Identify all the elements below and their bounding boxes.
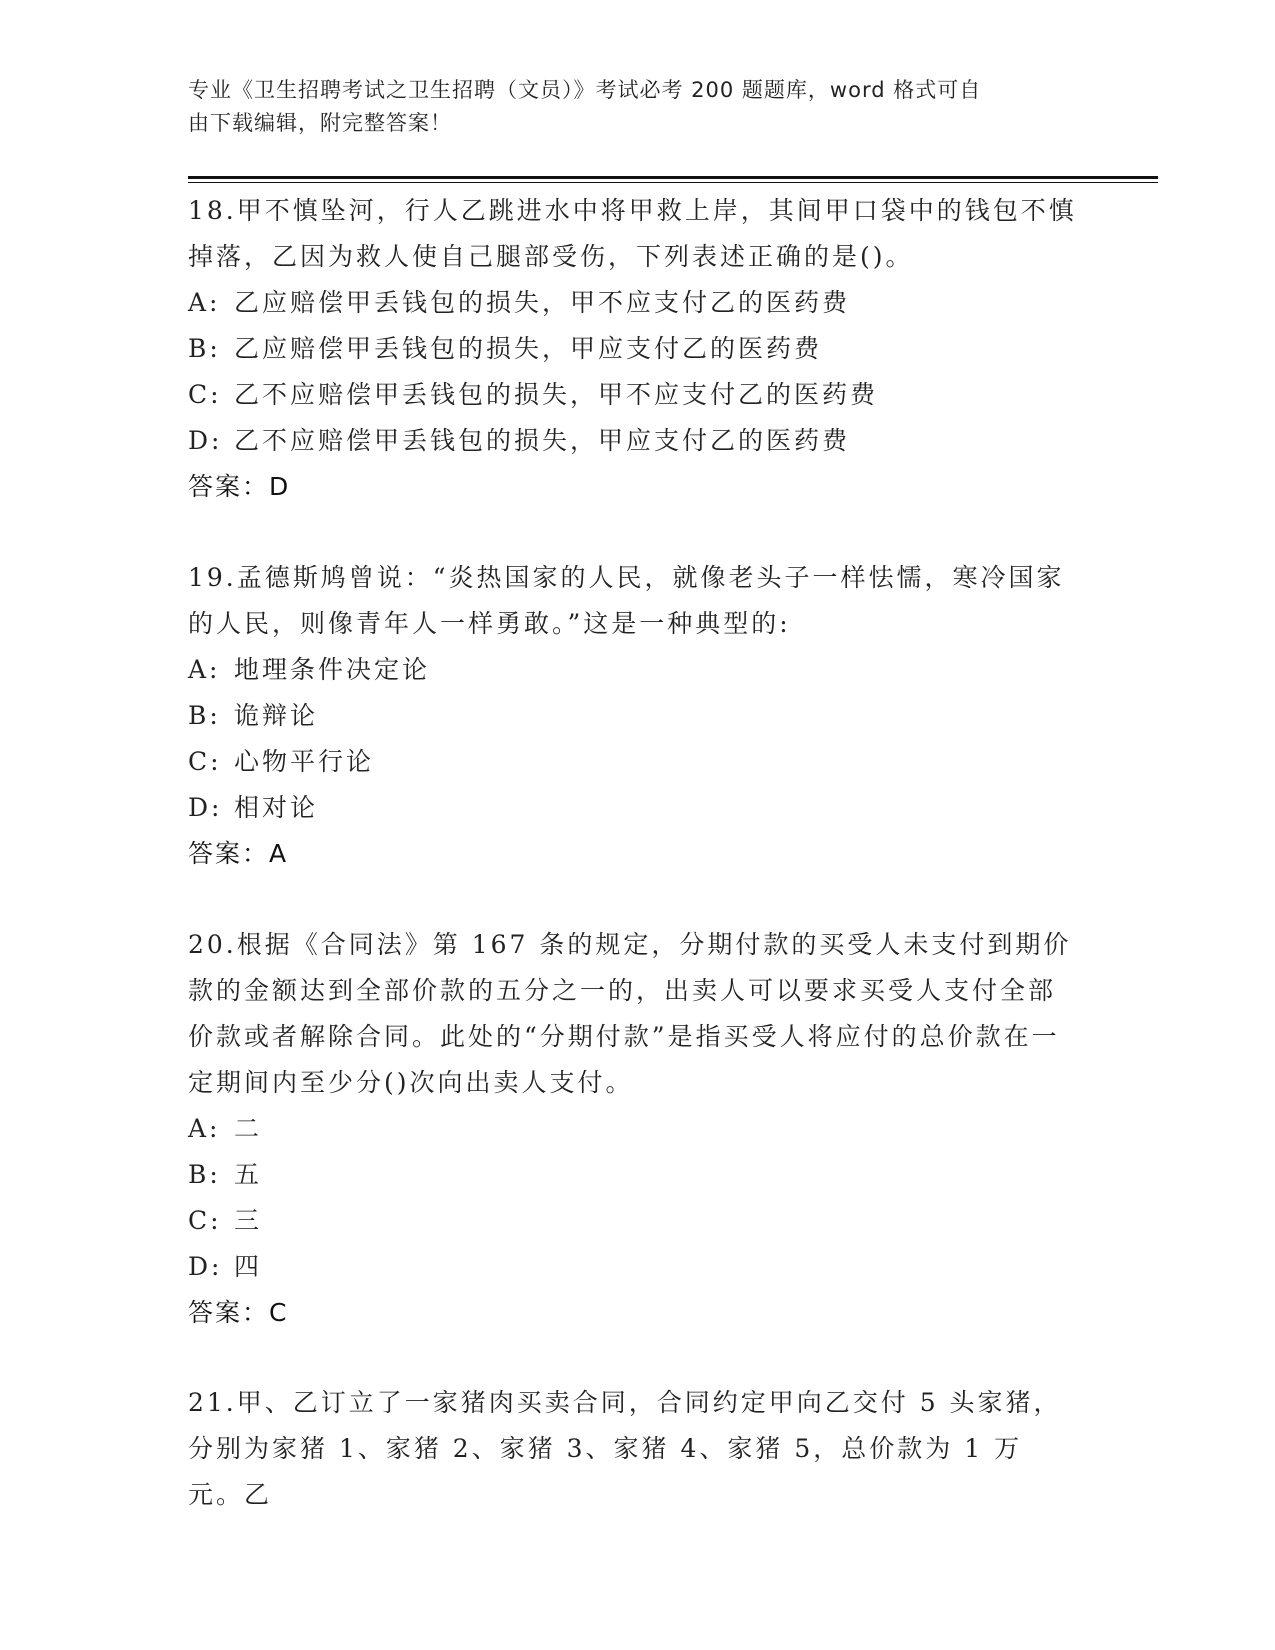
header-divider-thick [188, 176, 1158, 179]
option-d [188, 785, 1078, 831]
option-key: A: [188, 655, 221, 684]
option-text: 诡辩论 [234, 701, 319, 730]
question-20 [188, 922, 1078, 1336]
option-text: 五 [234, 1160, 263, 1189]
option-text: 乙应赔偿甲丢钱包的损失，甲应支付乙的医药费 [234, 334, 823, 363]
header-line-2: 由下载编辑，附完整答案！ [188, 111, 452, 135]
answer-line: 答案：C [188, 1298, 289, 1327]
document-header [188, 74, 1068, 140]
option-key: C: [188, 1206, 222, 1235]
option-text: 四 [234, 1252, 263, 1281]
option-a [188, 647, 1078, 693]
option-key: C: [188, 747, 222, 776]
option-c [188, 1198, 1078, 1244]
option-b [188, 1152, 1078, 1198]
option-text: 相对论 [234, 793, 319, 822]
option-text: 二 [234, 1114, 263, 1143]
option-a [188, 1106, 1078, 1152]
question-stem: 20.根据《合同法》第 167 条的规定，分期付款的买受人未支付到期价款的金额达到全部价款的五分之一的，出卖人可以要求买受人支付全部价款或者解除合同。此处的“分期付款”是指买受人将应付的总价款在一定期间内至少分()次向出卖人支付。 [188, 930, 1072, 1097]
question-stem: 21.甲、乙订立了一家猪肉买卖合同，合同约定甲向乙交付 5 头家猪，分别为家猪 1、家猪 2、家猪 3、家猪 4、家猪 5，总价款为 1 万元。乙 [188, 1388, 1062, 1509]
option-c [188, 372, 1078, 418]
question-stem: 19.孟德斯鸠曾说：“炎热国家的人民，就像老头子一样怯懦，寒冷国家的人民，则像青年人一样勇敢。”这是一种典型的: [188, 563, 1065, 638]
option-text: 三 [234, 1206, 263, 1235]
question-stem: 18.甲不慎坠河，行人乙跳进水中将甲救上岸，其间甲口袋中的钱包不慎掉落，乙因为救人使自己腿部受伤，下列表述正确的是()。 [188, 196, 1077, 271]
option-text: 乙不应赔偿甲丢钱包的损失，甲应支付乙的医药费 [234, 426, 851, 455]
option-key: B: [188, 1160, 221, 1189]
header-line-1: 专业《卫生招聘考试之卫生招聘（文员）》考试必考 200 题题库，word 格式可自 [188, 78, 982, 102]
option-text: 乙应赔偿甲丢钱包的损失，甲不应支付乙的医药费 [234, 288, 851, 317]
option-key: A: [188, 1114, 221, 1143]
option-b [188, 693, 1078, 739]
option-d [188, 1244, 1078, 1290]
option-key: D: [188, 1252, 223, 1281]
option-key: D: [188, 793, 223, 822]
option-text: 心物平行论 [234, 747, 375, 776]
option-key: C: [188, 380, 222, 409]
option-c [188, 739, 1078, 785]
question-21 [188, 1380, 1078, 1518]
header-divider-thin [188, 182, 1158, 183]
option-key: B: [188, 701, 221, 730]
answer-line: 答案：D [188, 472, 291, 501]
option-key: B: [188, 334, 221, 363]
question-18 [188, 188, 1078, 510]
question-19 [188, 555, 1078, 877]
option-b [188, 326, 1078, 372]
option-text: 地理条件决定论 [234, 655, 431, 684]
option-key: D: [188, 426, 223, 455]
option-key: A: [188, 288, 221, 317]
option-text: 乙不应赔偿甲丢钱包的损失，甲不应支付乙的医药费 [234, 380, 879, 409]
answer-line: 答案：A [188, 839, 289, 868]
option-d [188, 418, 1078, 464]
option-a [188, 280, 1078, 326]
